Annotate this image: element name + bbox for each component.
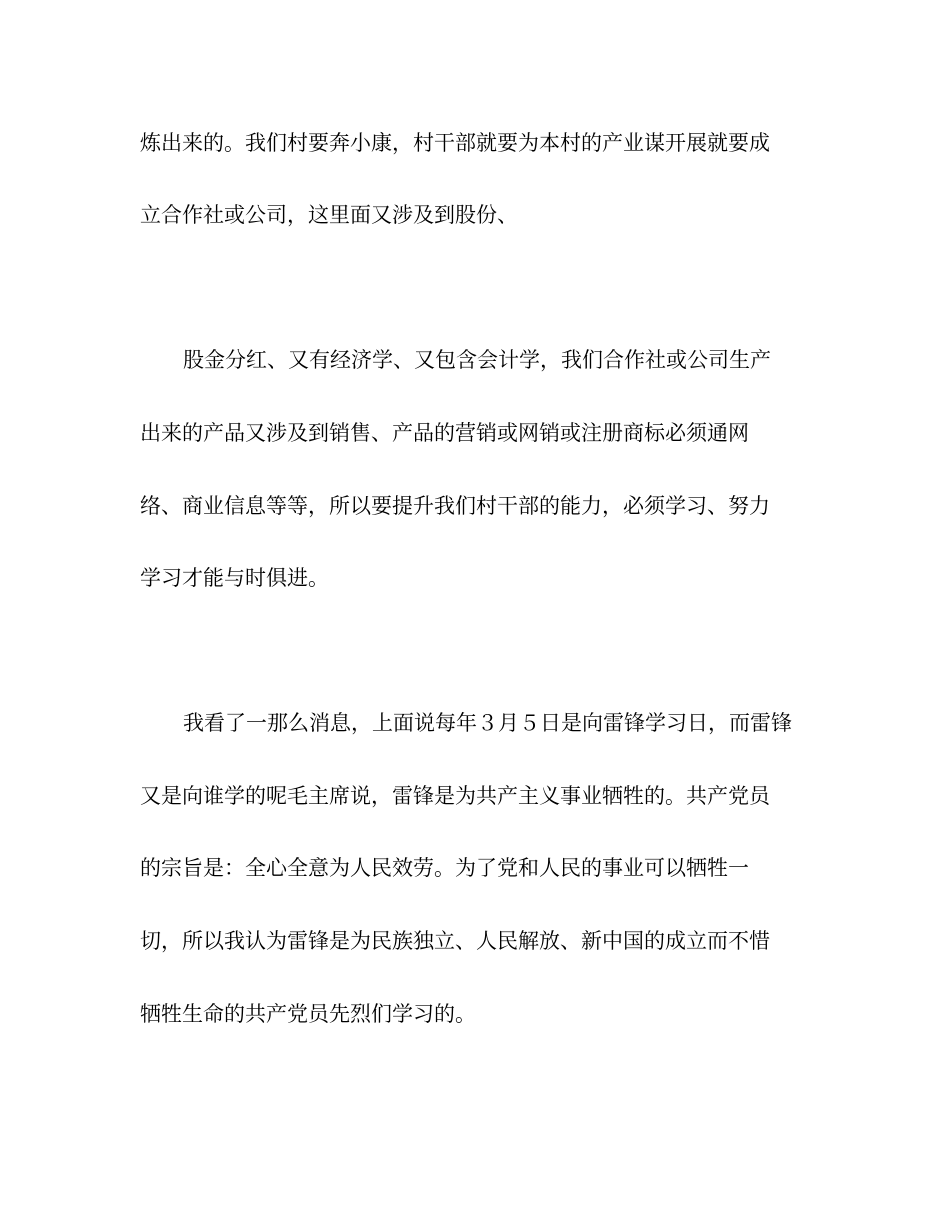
text-line: 络、商业信息等等，所以要提升我们村干部的能力，必须学习、努力 <box>140 494 770 518</box>
text-line: 切，所以我认为雷锋是为民族独立、人民解放、新中国的成立而不惜 <box>140 929 770 953</box>
text-line: 又是向谁学的呢毛主席说，雷锋是为共产主义事业牺牲的。共产党员 <box>140 784 770 808</box>
text-line: 牺牲生命的共产党员先烈们学习的。 <box>140 1002 476 1026</box>
text-line: 学习才能与时俱进。 <box>140 566 329 590</box>
text-line: 立合作社或公司，这里面又涉及到股份、 <box>140 203 518 227</box>
text-line: 的宗旨是：全心全意为人民效劳。为了党和人民的事业可以牺牲一 <box>140 856 749 880</box>
text-line: 炼出来的。我们村要奔小康，村干部就要为本村的产业谋开展就要成 <box>140 131 770 155</box>
text-line: 出来的产品又涉及到销售、产品的营销或网销或注册商标必须通网 <box>140 421 749 445</box>
text-line: 我看了一那么消息，上面说每年３月５日是向雷锋学习日，而雷锋 <box>183 711 792 735</box>
text-line: 股金分红、又有经济学、又包含会计学，我们合作社或公司生产 <box>183 348 771 372</box>
